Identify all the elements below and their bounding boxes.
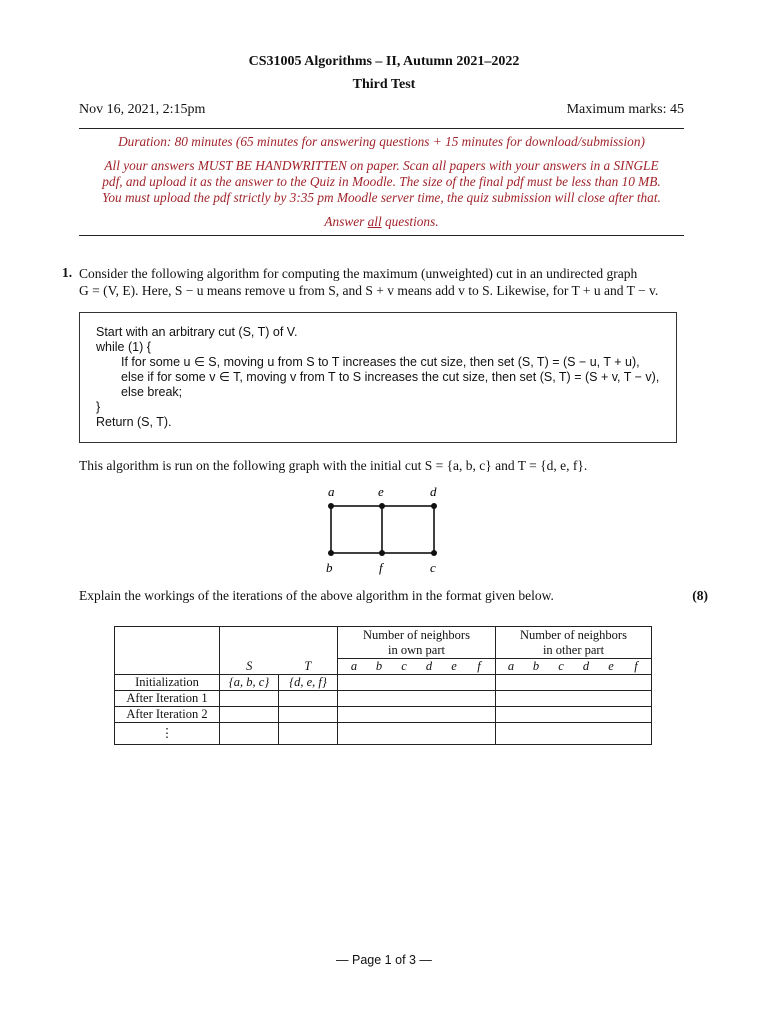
table-row (115, 675, 652, 691)
instruction-line-1: All your answers MUST BE HANDWRITTEN on paper. Scan all papers with your answers in a SINGLE (104, 158, 659, 173)
header-rule-bottom (79, 235, 684, 236)
table-row (115, 723, 652, 745)
table-row (115, 691, 652, 707)
own-part-header: Number of neighbors in own part (338, 627, 496, 659)
algorithm-line: } (96, 400, 101, 414)
answer-all-note: Answer all questions. (324, 214, 439, 229)
row-own-counts (338, 691, 496, 707)
algorithm-line: Start with an arbitrary cut (S, T) of V. (96, 325, 298, 339)
graph-diagram (310, 480, 450, 580)
explain-instruction: Explain the workings of the iterations of the above algorithm in the format given below. (79, 588, 554, 603)
graph-node-b (328, 550, 334, 556)
row-own-counts (338, 707, 496, 723)
other-part-header: Number of neighbors in other part (496, 627, 652, 659)
instruction-line-3: You must upload the pdf strictly by 3:35 pm Moodle server time, the quiz submission will close after that. (102, 190, 661, 205)
graph-label-b: b (326, 560, 333, 575)
row-t-value: {d, e, f} (279, 675, 338, 691)
row-s-value (220, 723, 279, 745)
algorithm-line: If for some u ∈ S, moving u from S to T increases the cut size, then set (S, T) = (S − u, T + u), (121, 355, 640, 369)
row-label: Initialization (115, 675, 220, 691)
header-rule-top (79, 128, 684, 129)
algorithm-line: else break; (121, 385, 183, 399)
answer-all-emphasis: all (367, 214, 382, 229)
table-subheader-row (115, 659, 652, 675)
algorithm-line: Return (S, T). (96, 415, 172, 429)
row-other-counts (496, 707, 652, 723)
row-s-value: {a, b, c} (220, 675, 279, 691)
algorithm-box (79, 312, 677, 443)
graph-node-f (379, 550, 385, 556)
question-text (79, 265, 684, 299)
row-label: After Iteration 2 (115, 707, 220, 723)
exam-title: CS31005 Algorithms – II, Autumn 2021–2022 (248, 54, 520, 69)
row-t-value (279, 691, 338, 707)
row-label: After Iteration 1 (115, 691, 220, 707)
graph-node-c (431, 550, 437, 556)
question-points: (8) (692, 588, 708, 603)
maximum-marks: Maximum marks: 45 (566, 102, 684, 117)
graph-label-f: f (379, 560, 383, 575)
graph-label-d: d (430, 484, 437, 499)
own-part-vertices: a b c d e f (338, 659, 496, 675)
row-own-counts (338, 675, 496, 691)
duration-note: Duration: 80 minutes (65 minutes for answering questions + 15 minutes for download/submission) (118, 134, 645, 149)
question-number: 1. (62, 265, 73, 280)
row-other-counts (496, 675, 652, 691)
other-part-vertices: a b c d e f (496, 659, 652, 675)
row-s-value (220, 707, 279, 723)
exam-subtitle: Third Test (352, 77, 416, 92)
table-corner-cell (115, 627, 220, 659)
graph-node-d (431, 503, 437, 509)
instruction-line-2: pdf, and upload it as the answer to the Quiz in Moodle. The size of the final pdf must be less than 10 MB. (102, 174, 661, 189)
col-t-header: T (279, 659, 338, 675)
row-other-counts (496, 691, 652, 707)
exam-date: Nov 16, 2021, 2:15pm (79, 102, 206, 117)
algorithm-line: else if for some v ∈ T, moving v from T to S increases the cut size, then set (S, T) = (S + v, T − v), (121, 370, 660, 384)
graph-node-e (379, 503, 385, 509)
graph-label-c: c (430, 560, 436, 575)
graph-label-a: a (328, 484, 335, 499)
page-number: — Page 1 of 3 — (336, 953, 432, 967)
algorithm-line: while (1) { (96, 340, 151, 354)
table-header-row (115, 627, 652, 659)
row-other-counts (496, 723, 652, 745)
table-cut-header-cell (220, 627, 338, 659)
row-s-value (220, 691, 279, 707)
row-own-counts (338, 723, 496, 745)
table-corner-cell (115, 659, 220, 675)
col-s-header: S (220, 659, 279, 675)
row-t-value (279, 723, 338, 745)
graph-label-e: e (378, 484, 384, 499)
graph-node-a (328, 503, 334, 509)
row-t-value (279, 707, 338, 723)
table-row (115, 707, 652, 723)
row-label: ⋮ (115, 723, 220, 745)
question-text-line-2: G = (V, E). Here, S − u means remove u from S, and S + v means add v to S. Likewise, for T + u and T − v. (79, 283, 659, 298)
initial-cut-text: This algorithm is run on the following graph with the initial cut S = {a, b, c} and T = {d, e, f}. (79, 458, 588, 473)
question-text-line-1: Consider the following algorithm for computing the maximum (unweighted) cut in an undirected graph (79, 266, 638, 281)
iteration-table (114, 626, 652, 745)
